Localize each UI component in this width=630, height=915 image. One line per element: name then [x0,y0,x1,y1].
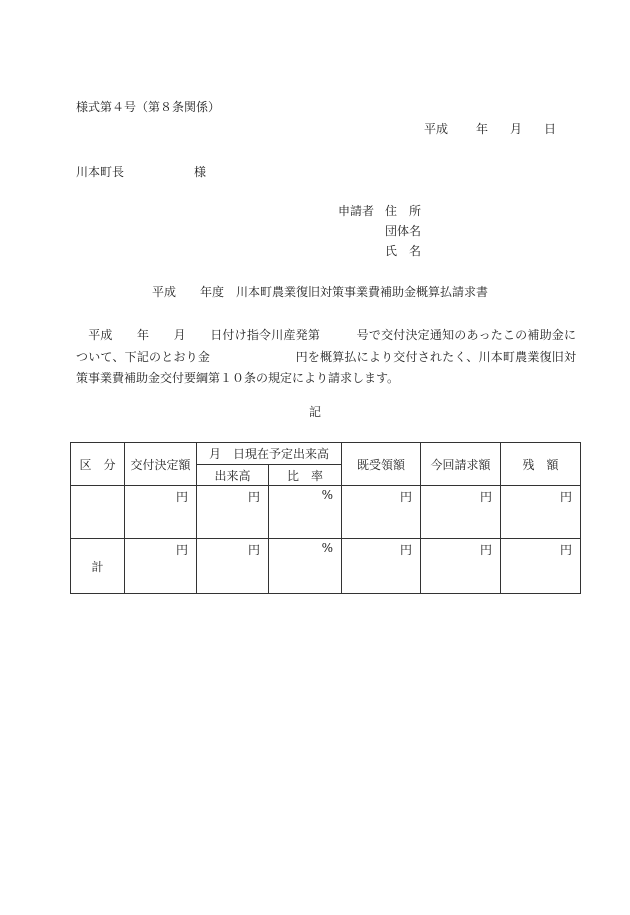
header-balance: 残 額 [501,443,581,486]
header-completion-group: 月 日現在予定出来高 [197,443,342,465]
total-completed-cell: 円 [197,539,269,594]
table-total-row [71,539,581,594]
received-cell: 円 [342,486,421,539]
current-claim-cell: 円 [421,486,501,539]
claims-table [70,442,581,594]
header-current-claim: 今回請求額 [421,443,501,486]
applicant-organization-label: 団体名 [385,224,422,238]
header-grant-decision: 交付決定額 [125,443,197,486]
total-ratio-cell: % [269,539,342,594]
grant-decision-cell: 円 [125,486,197,539]
total-balance-cell: 円 [501,539,581,594]
addressee-name: 川本町長 [76,165,125,179]
addressee-honorific: 様 [194,165,207,179]
header-completed: 出来高 [197,465,269,486]
table-header-row [71,443,581,465]
header-received: 既受領額 [342,443,421,486]
request-paragraph: 平成 年 月 日付け指令川産発第 号で交付決定通知のあったこの補助金について、下記のとおり金 円を概算払により交付されたく、川本町農業復旧対策事業費補助金交付要綱第１０条の規定により請求します。 [76,328,576,385]
row-category-cell [71,486,125,539]
date-era: 平成 [424,122,449,136]
note-heading: 記 [309,405,322,419]
total-current-claim-cell: 円 [421,539,501,594]
header-category: 区 分 [71,443,125,486]
ratio-cell: % [269,486,342,539]
date-month: 月 [510,122,523,136]
applicant-address-label: 住 所 [385,204,422,218]
table-row [71,486,581,539]
form-number: 様式第４号（第８条関係） [76,100,221,114]
total-received-cell: 円 [342,539,421,594]
balance-cell: 円 [501,486,581,539]
completed-cell: 円 [197,486,269,539]
date-day: 日 [544,122,557,136]
date-year: 年 [476,122,489,136]
applicant-name-label: 氏 名 [385,244,422,258]
applicant-label: 申請者 [338,204,375,218]
total-label-cell: 計 [71,539,125,594]
header-ratio: 比 率 [269,465,342,486]
document-title: 平成 年度 川本町農業復旧対策事業費補助金概算払請求書 [152,285,489,299]
total-grant-decision-cell: 円 [125,539,197,594]
